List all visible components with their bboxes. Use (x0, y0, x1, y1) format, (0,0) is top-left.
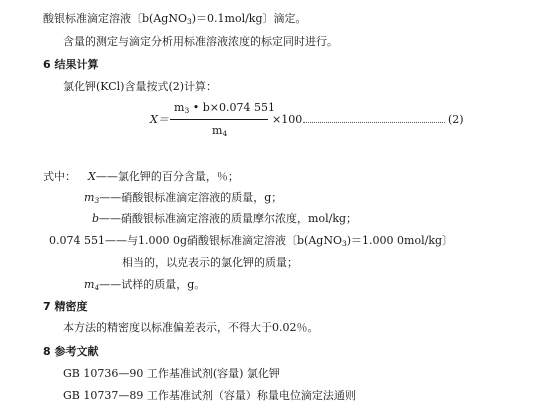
section-6-heading: 6 结果计算 (43, 58, 99, 71)
def-text: ——硝酸银标准滴定溶液的质量，g； (99, 191, 283, 204)
def-text: ——与1.000 0g硝酸银标准滴定溶液〔b(AgNO$_3$)＝1.000 0mol/kg〕 (104, 234, 454, 248)
fraction-bar (170, 119, 268, 120)
formula-lhs: X＝ (150, 113, 169, 126)
intro-line-1-text: 酸银标准滴定溶液〔b(AgNO$_3$)＝0.1mol/kg〕滴定。 (43, 12, 307, 26)
formula-numerator: $m_3$ • b×0.074 551 (174, 101, 275, 115)
def-row-m3 (84, 191, 282, 208)
intro-line-2: 含量的测定与滴定分析用标准溶液浓度的标定同时进行。 (63, 35, 338, 48)
formula-denominator: $m_4$ (212, 124, 228, 138)
def-symbol: 0.074 551 (49, 234, 105, 247)
def-text: ——试样的质量，g。 (99, 278, 206, 291)
section-6-lead: 氯化钾(KCl)含量按式(2)计算： (63, 80, 218, 93)
intro-line-1 (43, 12, 307, 29)
section-7-heading: 7 精密度 (43, 300, 88, 313)
reference-item: GB 10737—89 工作基准试剂（容量）称量电位滴定法通则 (63, 389, 356, 402)
def-text: ——硝酸银标准滴定溶液的质量摩尔浓度，mol/kg； (99, 212, 358, 225)
where-label: 式中： (43, 170, 76, 183)
section-8-heading: 8 参考文献 (43, 345, 99, 358)
leader-dots (303, 122, 445, 123)
def-row-constant-cont: 相当的，以克表示的氯化钾的质量； (122, 256, 298, 269)
formula-times: ×100 (272, 113, 303, 126)
def-symbol: b (92, 212, 100, 225)
def-row-b (92, 212, 357, 226)
def-row-x (88, 170, 239, 184)
def-row-constant (49, 234, 453, 251)
reference-item: GB 10736—90 工作基准试剂(容量) 氯化钾 (63, 367, 280, 380)
def-text: ——氯化钾的百分含量，％； (95, 170, 239, 183)
def-symbol: $m_4$ (84, 278, 100, 292)
formula-eq-no: (2) (448, 113, 464, 126)
def-row-m4 (84, 278, 205, 295)
def-symbol: $m_3$ (84, 191, 100, 205)
def-symbol: X (88, 170, 96, 183)
section-7-text: 本方法的精密度以标准偏差表示，不得大于0.02％。 (63, 321, 319, 334)
